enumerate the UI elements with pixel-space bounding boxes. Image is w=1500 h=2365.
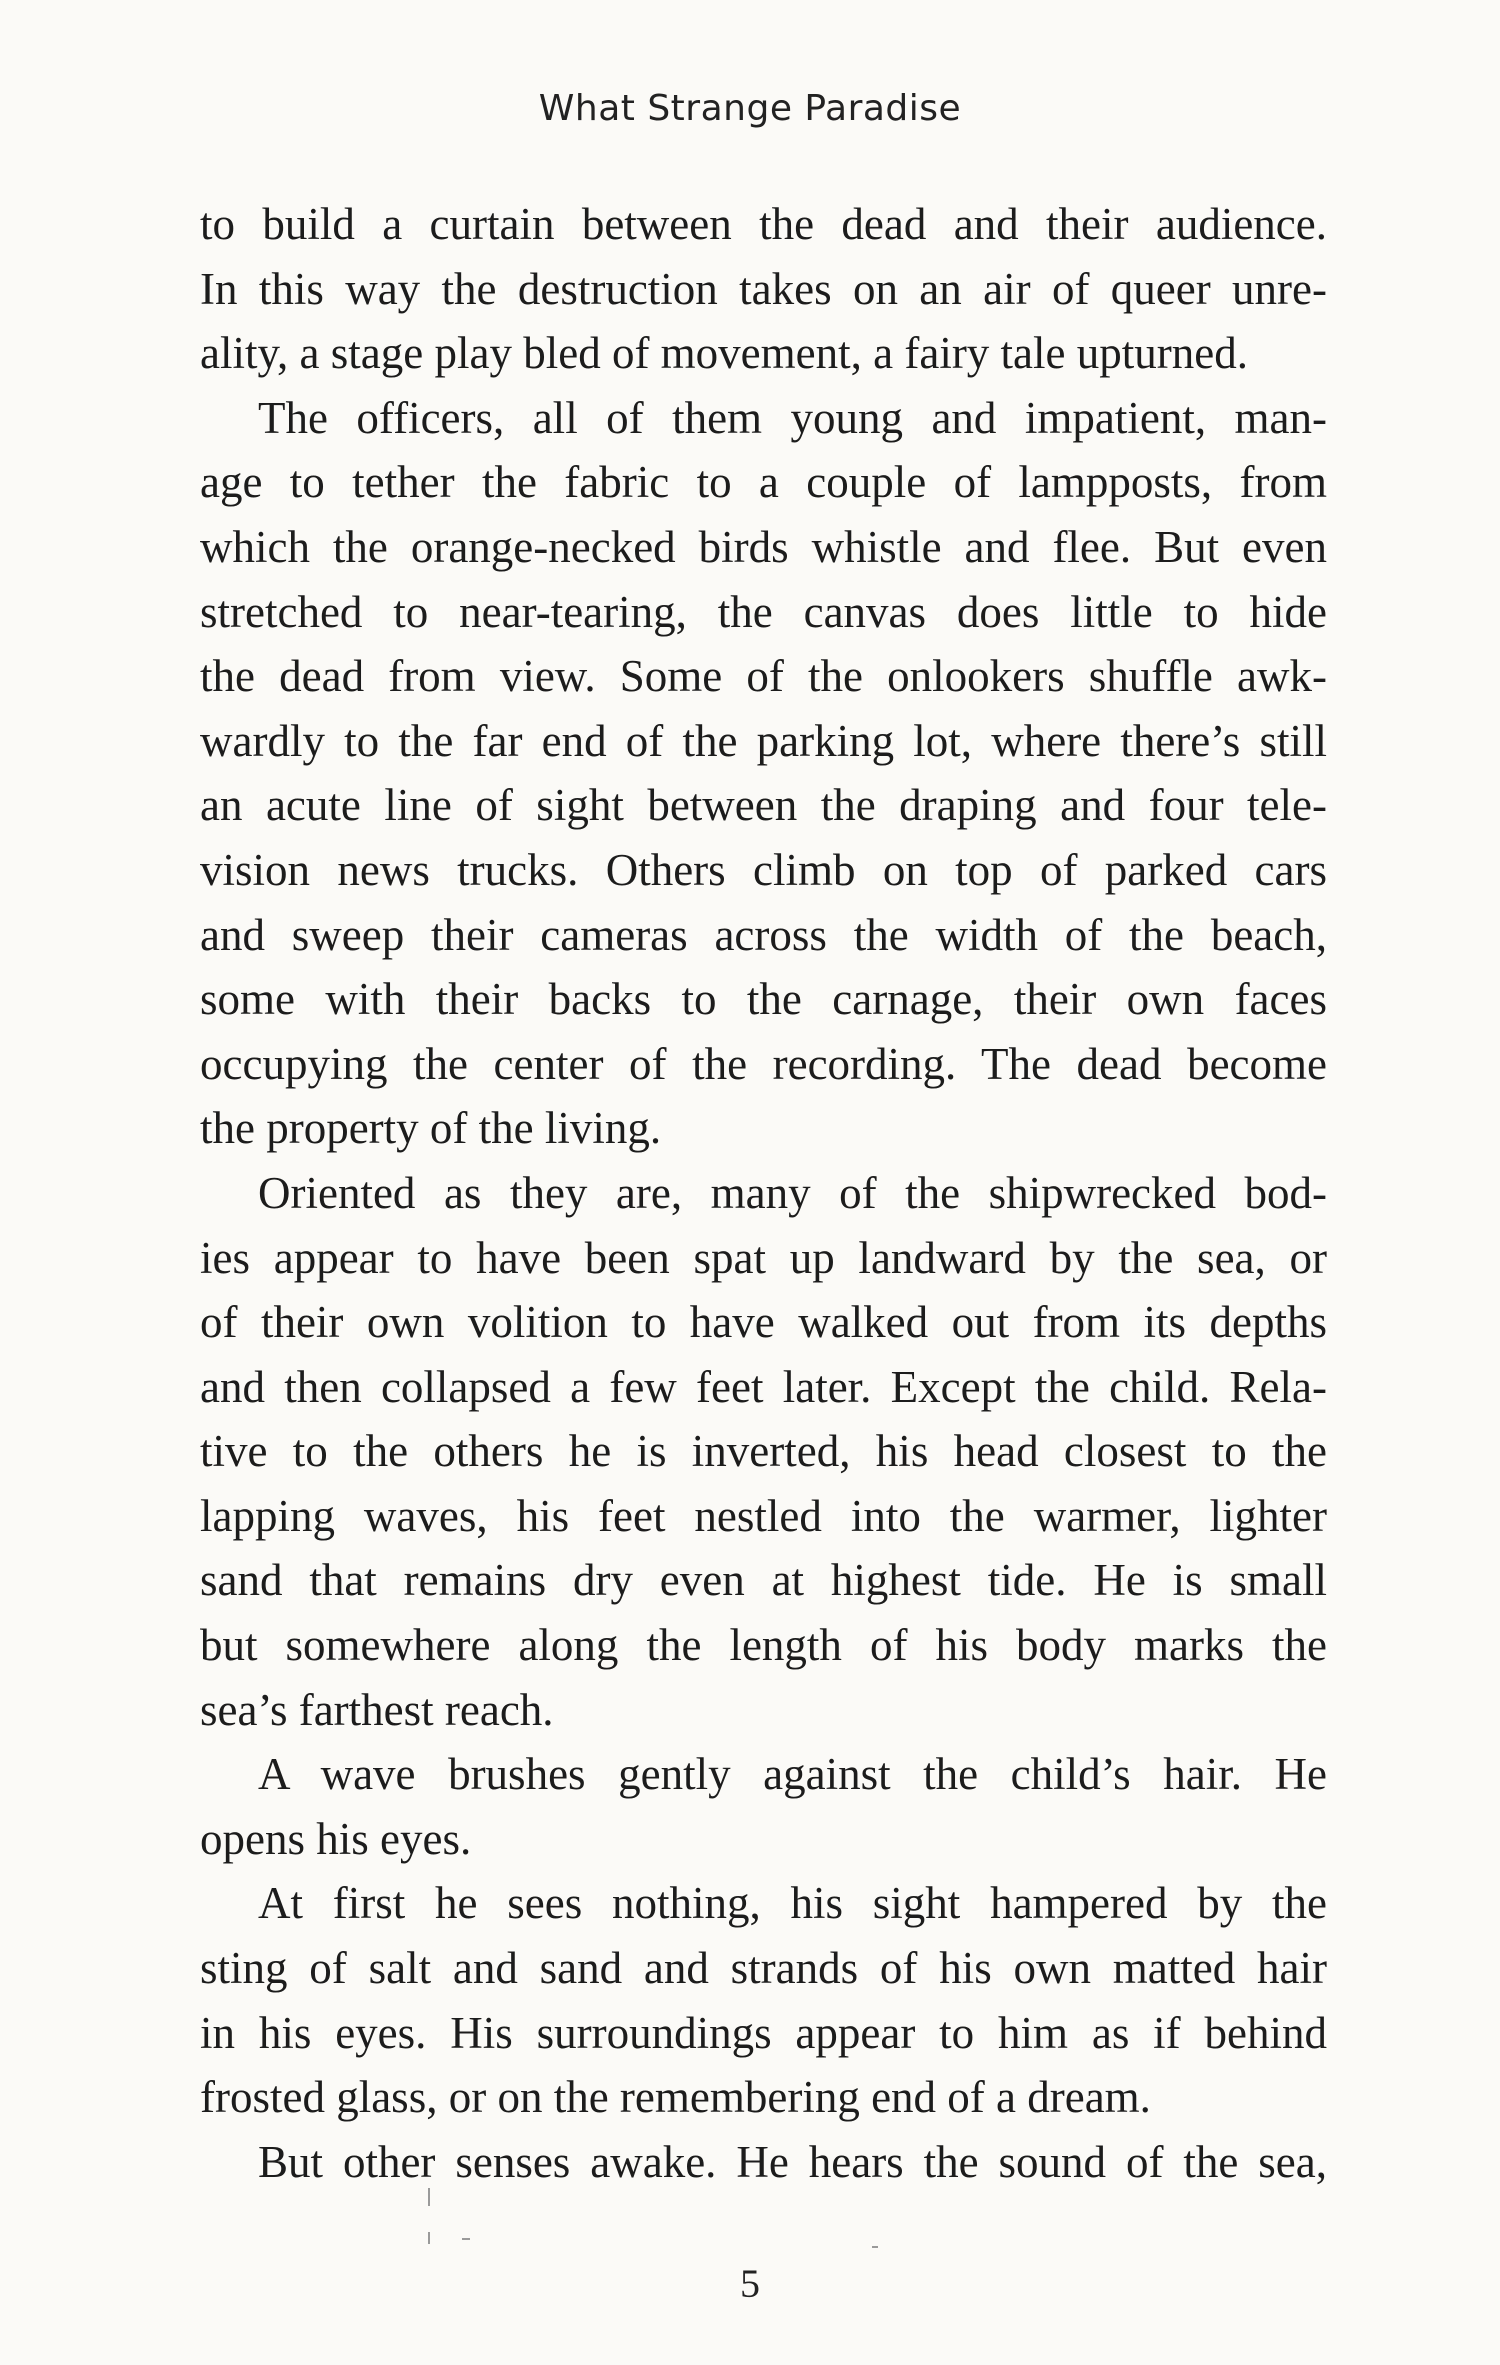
scan-speck (462, 2238, 470, 2240)
text-line: the dead from view. Some of the onlookers shuffle awk- (200, 651, 1327, 702)
running-head: What Strange Paradise (538, 88, 962, 129)
page-number: 5 (740, 2261, 760, 2306)
text-line: Oriented as they are, many of the shipwrecked bod- (258, 1167, 1327, 1218)
text-line: wardly to the far end of the parking lot, where there’s still (200, 715, 1327, 766)
text-line: to build a curtain between the dead and their audience. (200, 199, 1327, 249)
paragraph (200, 192, 1327, 386)
paragraph (200, 1161, 1327, 1742)
text-line: sea’s farthest reach. (200, 1684, 554, 1735)
text-line: age to tether the fabric to a couple of lampposts, from (200, 457, 1327, 508)
paragraph (200, 2130, 1327, 2195)
paragraph (200, 1742, 1327, 1871)
text-line: A wave brushes gently against the child’s hair. He (258, 1749, 1327, 1800)
text-line: ies appear to have been spat up landward by the sea, or (200, 1232, 1327, 1283)
text-line: the property of the living. (200, 1103, 662, 1154)
text-line: stretched to near-tearing, the canvas does little to hide (200, 586, 1327, 637)
text-line: sand that remains dry even at highest tide. He is small (200, 1555, 1327, 1606)
text-line: frosted glass, or on the remembering end of a dream. (200, 2072, 1151, 2123)
text-line: vision news trucks. Others climb on top of parked cars (200, 844, 1327, 895)
text-line: an acute line of sight between the draping and four tele- (200, 780, 1327, 831)
scan-speck (872, 2246, 878, 2248)
text-line: and then collapsed a few feet later. Except the child. Rela- (200, 1361, 1327, 1412)
text-line: At first he sees nothing, his sight hampered by the (258, 1878, 1327, 1929)
body-text (200, 192, 1327, 2194)
text-line: The officers, all of them young and impatient, man- (258, 392, 1327, 443)
scan-speck (428, 2188, 430, 2206)
text-line: In this way the destruction takes on an air of queer unre- (200, 263, 1327, 314)
text-line: tive to the others he is inverted, his head closest to the (200, 1426, 1327, 1477)
text-line: of their own volition to have walked out from its depths (200, 1297, 1327, 1348)
text-line: sting of salt and sand and strands of his own matted hair (200, 1943, 1327, 1994)
text-line: and sweep their cameras across the width of the beach, (200, 909, 1327, 960)
text-line: ality, a stage play bled of movement, a fairy tale upturned. (200, 328, 1248, 379)
text-line: But other senses awake. He hears the sound of the sea, (258, 2136, 1327, 2187)
text-line: but somewhere along the length of his body marks the (200, 1620, 1327, 1671)
text-line: opens his eyes. (200, 1813, 472, 1864)
text-line: some with their backs to the carnage, their own faces (200, 974, 1327, 1025)
scan-speck (428, 2232, 430, 2244)
text-line: occupying the center of the recording. The dead become (200, 1038, 1327, 1089)
text-line: lapping waves, his feet nestled into the warmer, lighter (200, 1490, 1327, 1541)
text-line: in his eyes. His surroundings appear to him as if behind (200, 2007, 1327, 2058)
text-line: which the orange-necked birds whistle and flee. But even (200, 521, 1327, 572)
paragraph (200, 386, 1327, 1161)
paragraph (200, 1871, 1327, 2129)
